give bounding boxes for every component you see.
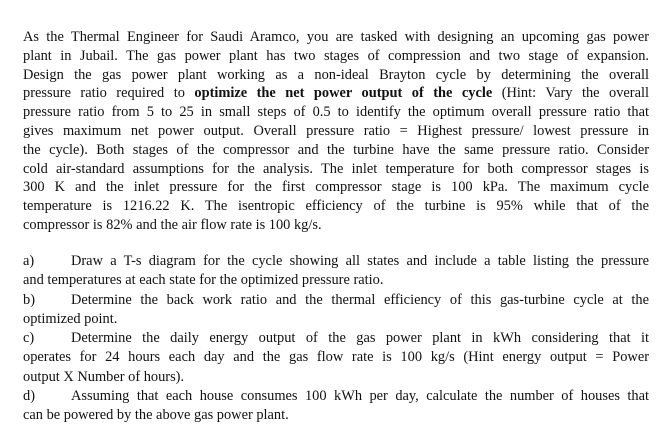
intro-line: gives maximum net power output. Overall pressure ratio = Highest pressure/ lowest pressure in <box>23 122 649 139</box>
part-d <box>23 387 649 406</box>
intro-line: Design the gas power plant working as a non-ideal Brayton cycle by determining the overall <box>23 66 649 83</box>
part-text: optimized point. <box>23 310 118 327</box>
part-text: and temperatures at each state for the optimized pressure ratio. <box>23 272 384 289</box>
problem-statement <box>23 28 649 235</box>
intro-line: 300 K and the inlet pressure for the first compressor stage is 100 kPa. The maximum cycle <box>23 179 649 196</box>
part-text: Assuming that each house consumes 100 kWh per day, calculate the number of houses that <box>71 388 649 405</box>
question-parts <box>23 252 649 426</box>
part-text: can be powered by the above gas power plant. <box>23 407 289 424</box>
part-text: operates for 24 hours each day and the gas flow rate is 100 kg/s (Hint energy output = Power <box>23 349 649 366</box>
part-text: Determine the back work ratio and the thermal efficiency of this gas-turbine cycle at the <box>71 291 649 308</box>
intro-line: compressor is 82% and the air flow rate is 100 kg/s. <box>23 216 322 233</box>
part-label: d) <box>23 388 35 405</box>
part-c <box>23 329 649 348</box>
part-text: Determine the daily energy output of the gas power plant in kWh considering that it <box>71 330 649 347</box>
intro-text: pressure ratio required to <box>23 85 195 102</box>
emphasis-text: optimize the net power output of the cycle <box>194 85 493 102</box>
intro-line: plant in Jubail. The gas power plant has two stages of compression and two stage of expansion. <box>23 47 649 64</box>
intro-line: As the Thermal Engineer for Saudi Aramco, you are tasked with designing an upcoming gas power <box>23 29 649 45</box>
part-b <box>23 291 649 310</box>
intro-line: the cycle). Both stages of the compressor and the turbine have the same pressure ratio. Consider <box>23 141 649 158</box>
part-text: Draw a T-s diagram for the cycle showing all states and include a table listing the pressure <box>71 253 649 269</box>
part-label: c) <box>23 330 35 347</box>
part-text: output X Number of hours). <box>23 368 185 385</box>
intro-text: (Hint: Vary the overall <box>492 85 649 102</box>
intro-line: temperature is 1216.22 K. The isentropic efficiency of the turbine is 95% while that of the <box>23 198 649 215</box>
intro-line: pressure ratio from 5 to 25 in small steps of 0.5 to identify the optimum overall pressure ratio that <box>23 104 649 121</box>
intro-line <box>23 84 649 103</box>
part-label: a) <box>23 253 35 269</box>
part-label: b) <box>23 291 35 308</box>
intro-line: cold air-standard assumptions for the analysis. The inlet temperature for both compressor stages is <box>23 160 649 177</box>
part-a <box>23 252 649 271</box>
